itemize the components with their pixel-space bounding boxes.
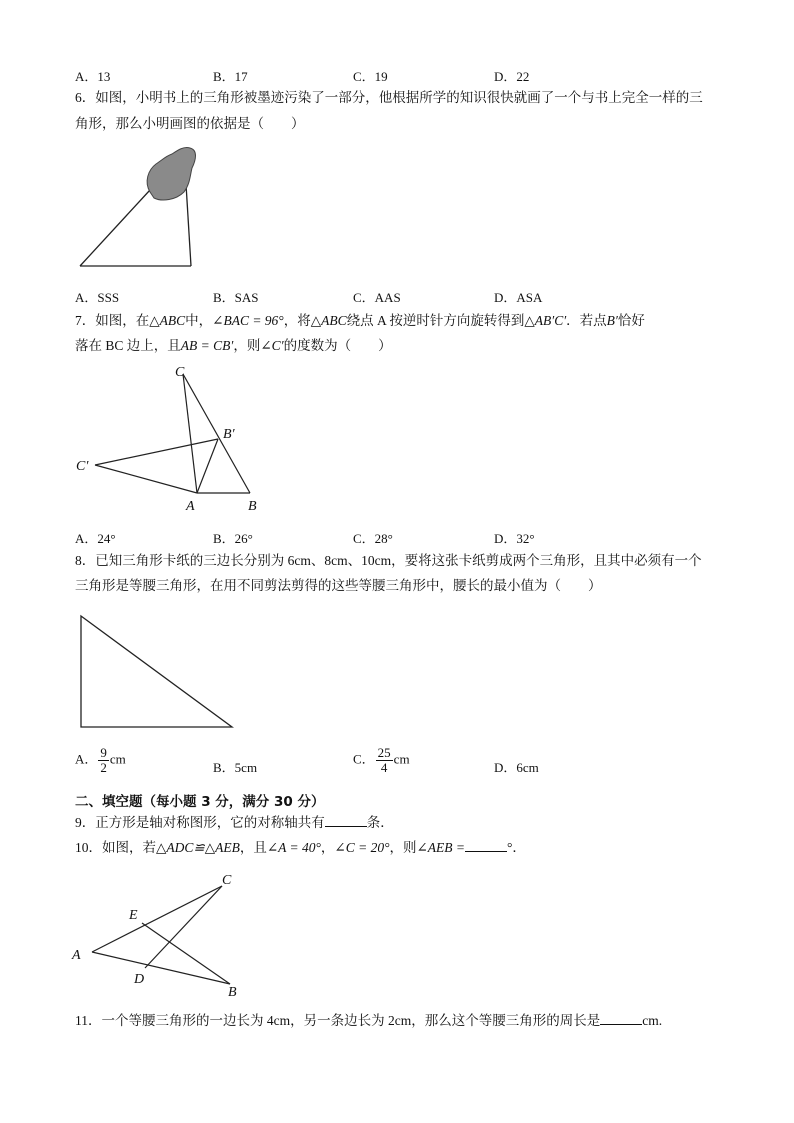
q7-option-c: C．28° bbox=[353, 531, 393, 546]
q10-label-c: C bbox=[222, 873, 232, 888]
q7-label-a: A bbox=[186, 499, 195, 514]
q8-stem-line1: 8．已知三角形卡纸的三边长分别为 6cm、8cm、10cm，要将这张卡纸剪成两个三角形，且其中必须有一个 bbox=[75, 553, 702, 568]
q8-option-c: C． $\frac{25}{4}$ cm bbox=[353, 745, 410, 775]
q5-option-a: A．13 bbox=[75, 69, 111, 84]
q10-congruent-triangles-figure bbox=[65, 866, 255, 1001]
q6-option-d: D．ASA bbox=[494, 290, 543, 305]
q8-option-a: A． $\frac{9}{2}$ cm bbox=[75, 745, 126, 775]
q10-label-b: B bbox=[228, 985, 237, 1000]
q10-label-e: E bbox=[129, 908, 138, 923]
section-2-title: 二、填空题（每小题 3 分，满分 30 分） bbox=[75, 794, 325, 810]
q8-option-d: D．6cm bbox=[494, 760, 539, 775]
q7-label-b-prime: B′ bbox=[223, 427, 235, 442]
q7-option-d: D．32° bbox=[494, 531, 535, 546]
q10-answer-blank[interactable] bbox=[465, 839, 507, 852]
q7-label-b: B bbox=[248, 499, 257, 514]
q6-option-c: C．AAS bbox=[353, 290, 401, 305]
q5-option-b: B．17 bbox=[213, 69, 248, 84]
q10-stem: 10．如图，若△ADC≌△AEB，且∠A = 40°，∠C = 20°，则∠AEB = °． bbox=[75, 840, 526, 855]
q5-option-c: C．19 bbox=[353, 69, 388, 84]
q6-option-b: B．SAS bbox=[213, 290, 259, 305]
q11-answer-blank[interactable] bbox=[600, 1012, 642, 1025]
q7-label-c-prime: C′ bbox=[76, 459, 89, 474]
q9-stem: 9．正方形是轴对称图形，它的对称轴共有 条． bbox=[75, 815, 394, 830]
q8-stem-line2: 三角形是等腰三角形，在用不同剪法剪得的这些等腰三角形中，腰长的最小值为（ ） bbox=[75, 578, 602, 593]
q6-stem-line2: 角形，那么小明画图的依据是（ ） bbox=[75, 116, 305, 131]
q10-label-a: A bbox=[72, 948, 81, 963]
q6-stem-line1: 6．如图，小明书上的三角形被墨迹污染了一部分，他根据所学的知识很快就画了一个与书上完全一样的三 bbox=[75, 90, 703, 105]
q6-option-a: A．SSS bbox=[75, 290, 120, 305]
q9-answer-blank[interactable] bbox=[325, 814, 367, 827]
q6-ink-triangle-figure bbox=[70, 140, 210, 274]
q7-rotation-figure bbox=[70, 362, 270, 517]
q11-stem: 11．一个等腰三角形的一边长为 4cm，另一条边长为 2cm，那么这个等腰三角形的周长是 cm. bbox=[75, 1013, 663, 1028]
q5-option-d: D．22 bbox=[494, 69, 530, 84]
q7-stem-line1: 7．如图，在△ABC中，∠BAC = 96°，将△ABC绕点 A 按逆时针方向旋转得到△AB′C′．若点B′恰好 bbox=[75, 313, 645, 328]
q10-label-d: D bbox=[134, 972, 145, 987]
q7-option-b: B．26° bbox=[213, 531, 253, 546]
q8-option-b: B．5cm bbox=[213, 760, 258, 775]
q7-label-c: C bbox=[175, 365, 185, 380]
q7-option-a: A．24° bbox=[75, 531, 116, 546]
q7-stem-line2: 落在 BC 边上，且AB = CB′，则∠C′的度数为（ ） bbox=[75, 338, 392, 353]
q8-right-triangle-figure bbox=[75, 610, 240, 732]
